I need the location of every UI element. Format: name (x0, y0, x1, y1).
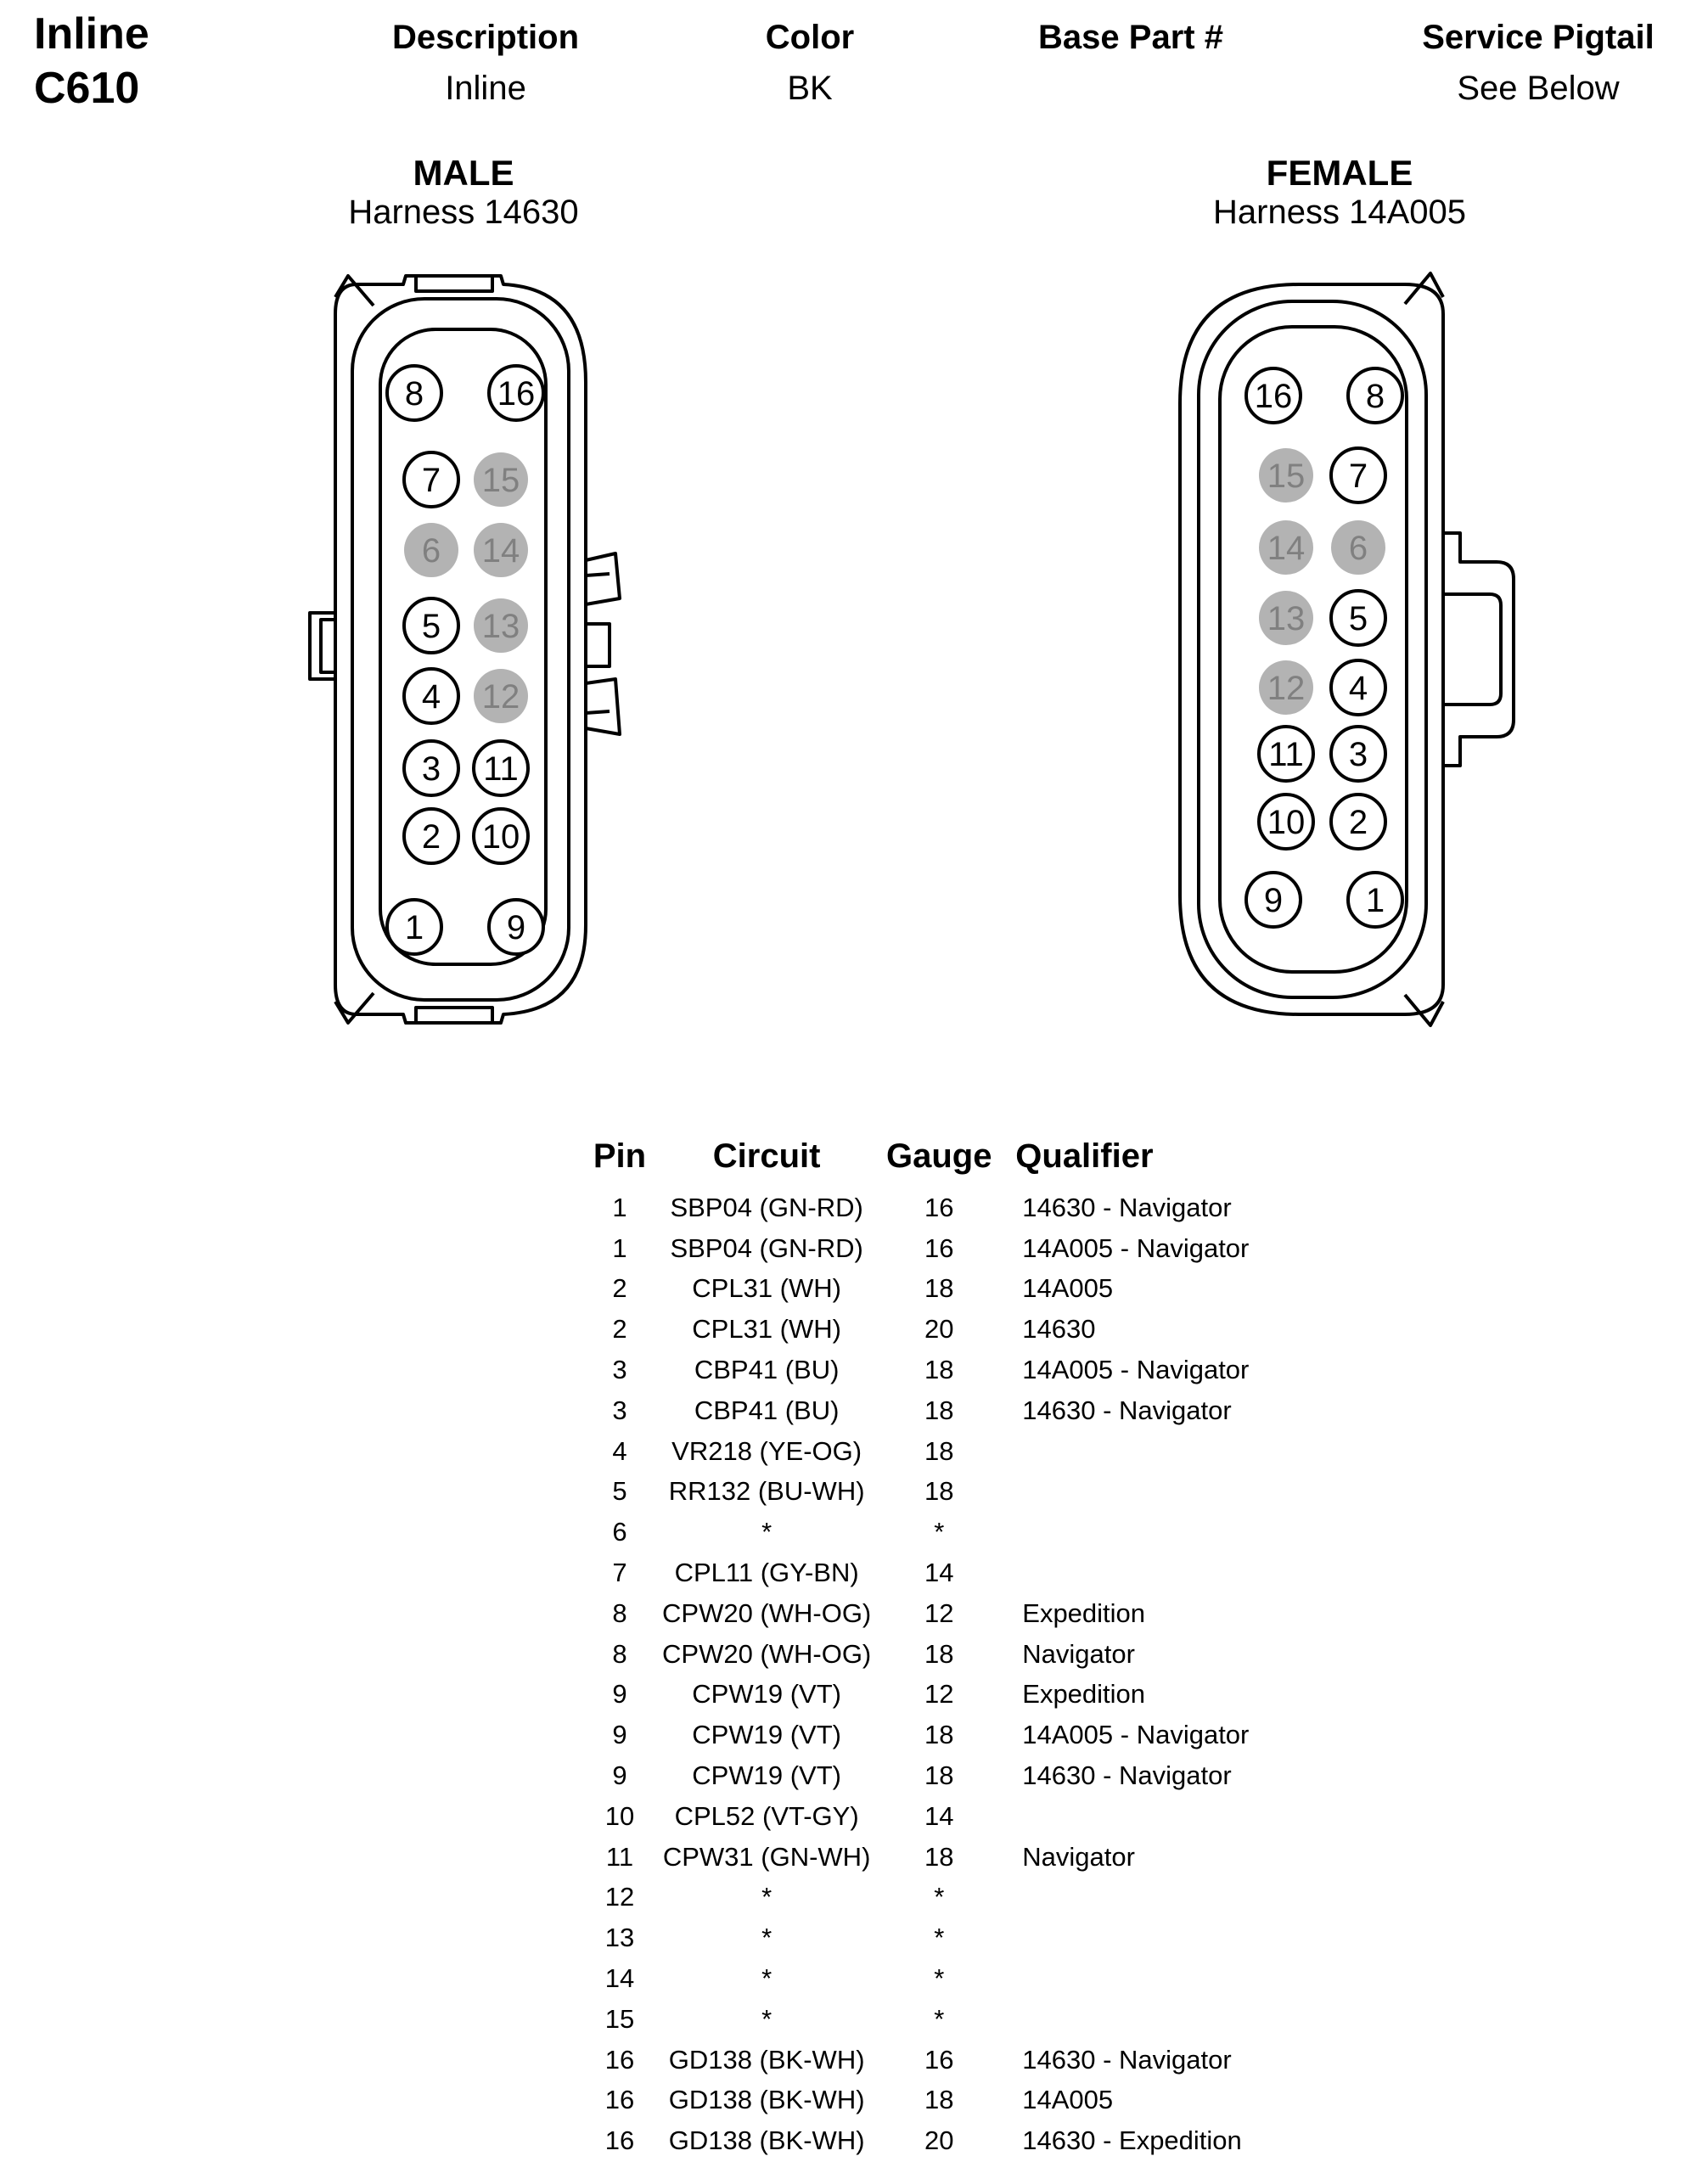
table-row (577, 1431, 1328, 1472)
male-pin-number: 8 (404, 375, 424, 413)
qualifier-cell (1007, 1918, 1328, 1958)
gauge-cell: 18 (924, 1435, 954, 1466)
male-pin-number: 15 (481, 462, 520, 499)
male-pin-12 (474, 669, 528, 723)
male-pin-7 (404, 452, 458, 507)
connector-title (34, 7, 149, 115)
male-connector-diagram (289, 263, 645, 1044)
female-title: FEMALE (1266, 153, 1413, 193)
pin-cell: 9 (612, 1720, 627, 1750)
circuit-column-header: Circuit (712, 1137, 821, 1175)
table-row (577, 1390, 1328, 1431)
gauge-column-header: Gauge (886, 1137, 992, 1175)
female-pin-number: 10 (1267, 804, 1306, 841)
gauge-cell: * (934, 2003, 945, 2034)
female-pin-6 (1331, 520, 1385, 575)
pin-cell: 16 (604, 2125, 635, 2156)
female-pin-5 (1331, 591, 1385, 645)
male-pin-14 (474, 523, 528, 577)
male-harness: Harness 14630 (348, 194, 579, 231)
title-line-1: Inline (34, 9, 149, 59)
circuit-cell: RR132 (BU-WH) (668, 1476, 865, 1507)
table-row (577, 1796, 1328, 1837)
female-pin-number: 13 (1267, 600, 1306, 637)
qualifier-cell (1007, 1999, 1328, 2040)
circuit-cell: CPL31 (WH) (692, 1273, 841, 1304)
pin-table (577, 1125, 1328, 2161)
gauge-cell: 16 (924, 1192, 954, 1222)
circuit-cell: CPL31 (WH) (692, 1314, 841, 1345)
pin-cell: 2 (612, 1273, 627, 1304)
male-pin-number: 5 (421, 608, 441, 645)
pin-cell: 13 (604, 1923, 635, 1953)
circuit-cell: * (761, 2003, 773, 2034)
male-top-latch (416, 276, 492, 291)
table-row (577, 2120, 1328, 2161)
gauge-cell: * (934, 1882, 945, 1912)
female-pin-number: 11 (1268, 736, 1304, 773)
female-pin-number: 16 (1254, 378, 1293, 415)
pin-cell: 8 (612, 1638, 627, 1669)
circuit-cell: SBP04 (GN-RD) (670, 1192, 863, 1222)
circuit-cell: SBP04 (GN-RD) (670, 1232, 863, 1263)
circuit-cell: * (761, 1923, 773, 1953)
female-pin-12 (1259, 660, 1313, 715)
table-row (577, 1634, 1328, 1675)
male-bottom-latch (416, 1008, 492, 1023)
circuit-cell: CPW20 (WH-OG) (662, 1638, 872, 1669)
gauge-cell: 16 (924, 1232, 954, 1263)
pin-cell: 14 (604, 1963, 635, 1994)
gauge-cell: 16 (924, 2044, 954, 2075)
gauge-cell: 18 (924, 1841, 954, 1872)
male-pin-number: 6 (421, 532, 441, 570)
qualifier-cell: 14630 - Expedition (1022, 2125, 1242, 2156)
qualifier-cell: 14630 - Navigator (1022, 2044, 1232, 2075)
gauge-cell: * (934, 1517, 945, 1547)
female-pin-8 (1348, 368, 1402, 423)
circuit-cell: * (761, 1882, 773, 1912)
male-pin-13 (474, 598, 528, 653)
gauge-cell: 20 (924, 1314, 954, 1345)
male-pin-10 (474, 809, 528, 863)
female-pin-number: 1 (1365, 882, 1385, 919)
pin-cell: 7 (612, 1558, 627, 1588)
male-pin-8 (387, 366, 441, 420)
circuit-cell: CBP41 (BU) (694, 1395, 840, 1425)
circuit-cell: CPL11 (GY-BN) (674, 1558, 859, 1588)
male-pin-number: 13 (481, 608, 520, 645)
table-row (577, 1188, 1328, 1228)
pin-cell: 12 (604, 1882, 635, 1912)
male-pin-9 (489, 900, 543, 954)
male-pin-5 (404, 598, 458, 653)
base-part-header: Base Part # (1038, 19, 1223, 56)
table-row (577, 1675, 1328, 1715)
gauge-cell: 12 (924, 1597, 954, 1628)
female-pin-4 (1331, 660, 1385, 715)
female-pin-number: 5 (1348, 600, 1368, 637)
table-row (577, 1269, 1328, 1310)
male-right-tab-upper (586, 553, 620, 604)
color-header: Color (765, 19, 855, 56)
circuit-cell: VR218 (YE-OG) (671, 1435, 862, 1466)
qualifier-cell: 14630 - Navigator (1022, 1395, 1232, 1425)
pin-cell: 9 (612, 1679, 627, 1710)
pin-cell: 11 (605, 1841, 634, 1872)
female-pin-number: 12 (1267, 670, 1306, 707)
gauge-cell: 14 (924, 1558, 954, 1588)
qualifier-cell: 14630 - Navigator (1022, 1760, 1232, 1791)
female-pin-2 (1331, 795, 1385, 849)
qualifier-cell (1007, 1512, 1328, 1553)
male-pin-number: 2 (421, 818, 441, 856)
pin-column-header: Pin (593, 1137, 647, 1175)
gauge-cell: 18 (924, 2085, 954, 2115)
male-housing-outline (335, 276, 586, 1023)
table-row (577, 1593, 1328, 1634)
gauge-cell: 18 (924, 1355, 954, 1385)
pin-cell: 5 (612, 1476, 627, 1507)
male-pin-4 (404, 669, 458, 723)
qualifier-cell: 14630 (1022, 1314, 1096, 1345)
pin-cell: 9 (612, 1760, 627, 1791)
qualifier-column-header: Qualifier (1015, 1137, 1154, 1175)
pin-cell: 3 (612, 1395, 627, 1425)
female-pin-16 (1246, 368, 1301, 423)
qualifier-cell: 14A005 - Navigator (1022, 1355, 1250, 1385)
circuit-cell: CPW20 (WH-OG) (662, 1597, 872, 1628)
table-row (577, 1999, 1328, 2040)
gauge-cell: 18 (924, 1720, 954, 1750)
female-pin-number: 8 (1365, 378, 1385, 415)
pin-cell: 8 (612, 1597, 627, 1628)
qualifier-cell: Navigator (1022, 1841, 1135, 1872)
male-pin-number: 3 (421, 750, 441, 788)
female-pins (1246, 368, 1402, 927)
circuit-cell: CPW19 (VT) (692, 1760, 841, 1791)
table-row (577, 1228, 1328, 1269)
female-pin-number: 15 (1267, 458, 1306, 495)
gauge-cell: 14 (924, 1800, 954, 1831)
table-row (577, 2040, 1328, 2080)
female-pin-11 (1259, 727, 1313, 781)
qualifier-cell: 14A005 (1022, 2085, 1114, 2115)
table-row (577, 1350, 1328, 1390)
male-pin-1 (387, 900, 441, 954)
gauge-cell: * (934, 1923, 945, 1953)
female-pin-number: 2 (1348, 804, 1368, 841)
qualifier-cell: Expedition (1022, 1597, 1146, 1628)
male-pin-number: 7 (421, 462, 441, 499)
pin-cell: 16 (604, 2044, 635, 2075)
male-pin-number: 4 (421, 678, 441, 716)
male-pin-6 (404, 523, 458, 577)
gauge-cell: 18 (924, 1273, 954, 1304)
pin-cell: 15 (604, 2003, 635, 2034)
male-pin-number: 12 (481, 678, 520, 716)
table-row (577, 2080, 1328, 2121)
female-connector-diagram (1155, 255, 1528, 1044)
female-pin-14 (1259, 520, 1313, 575)
pin-cell: 10 (604, 1800, 635, 1831)
color-value: BK (787, 70, 833, 107)
table-row (577, 1837, 1328, 1878)
female-pin-number: 3 (1348, 736, 1368, 773)
title-line-2: C610 (34, 64, 140, 113)
female-pin-number: 4 (1348, 670, 1368, 707)
circuit-cell: GD138 (BK-WH) (668, 2125, 865, 2156)
table-row (577, 1878, 1328, 1918)
female-pin-15 (1259, 448, 1313, 503)
male-right-tab-lower (586, 679, 620, 734)
gauge-cell: 18 (924, 1395, 954, 1425)
male-title: MALE (413, 153, 514, 193)
male-pin-number: 10 (481, 818, 520, 856)
service-pigtail-header: Service Pigtail (1422, 19, 1655, 56)
male-pin-number: 9 (506, 909, 526, 946)
female-pin-1 (1348, 873, 1402, 927)
gauge-cell: 18 (924, 1476, 954, 1507)
pin-cell: 3 (612, 1355, 627, 1385)
male-pin-number: 14 (481, 532, 520, 570)
table-row (577, 1715, 1328, 1755)
circuit-cell: * (761, 1963, 773, 1994)
gauge-cell: 18 (924, 1760, 954, 1791)
table-row (577, 1958, 1328, 1999)
male-pin-number: 1 (404, 909, 424, 946)
pin-cell: 1 (612, 1192, 627, 1222)
pin-table-header (577, 1125, 1328, 1188)
circuit-cell: GD138 (BK-WH) (668, 2085, 865, 2115)
circuit-cell: CBP41 (BU) (694, 1355, 840, 1385)
table-row (577, 1918, 1328, 1958)
pin-table-body (577, 1188, 1328, 2161)
qualifier-cell (1007, 1553, 1328, 1593)
male-pin-16 (489, 366, 543, 420)
qualifier-cell (1007, 1796, 1328, 1837)
pin-cell: 1 (612, 1232, 627, 1263)
qualifier-cell: Navigator (1022, 1638, 1135, 1669)
description-header: Description (391, 19, 580, 56)
qualifier-cell (1007, 1431, 1328, 1472)
female-harness: Harness 14A005 (1213, 194, 1466, 231)
qualifier-cell: Expedition (1022, 1679, 1146, 1710)
male-right-tab-middle (586, 624, 610, 666)
male-pin-3 (404, 741, 458, 795)
male-pin-11 (474, 741, 528, 795)
female-pin-number: 6 (1348, 530, 1368, 567)
male-pin-number: 11 (483, 750, 519, 788)
male-ear-top (335, 276, 374, 306)
service-pigtail-value: See Below (1457, 70, 1620, 107)
female-pin-number: 7 (1348, 458, 1368, 495)
female-pin-number: 9 (1263, 882, 1284, 919)
female-pin-number: 14 (1267, 530, 1306, 567)
qualifier-cell: 14630 - Navigator (1022, 1192, 1232, 1222)
pin-cell: 16 (604, 2085, 635, 2115)
qualifier-cell (1007, 1878, 1328, 1918)
female-pin-9 (1246, 873, 1301, 927)
gauge-cell: 12 (924, 1679, 954, 1710)
circuit-cell: * (761, 1517, 773, 1547)
description-value: Inline (445, 70, 526, 107)
female-pin-7 (1331, 448, 1385, 503)
gauge-cell: 20 (924, 2125, 954, 2156)
gauge-cell: 18 (924, 1638, 954, 1669)
table-row (577, 1309, 1328, 1350)
male-pin-2 (404, 809, 458, 863)
pin-cell: 4 (612, 1435, 627, 1466)
pin-cell: 2 (612, 1314, 627, 1345)
male-pin-15 (474, 452, 528, 507)
qualifier-cell: 14A005 (1022, 1273, 1114, 1304)
male-pin-cavity (380, 329, 546, 964)
circuit-cell: GD138 (BK-WH) (668, 2044, 865, 2075)
gauge-cell: * (934, 1963, 945, 1994)
table-row (577, 1755, 1328, 1796)
qualifier-cell (1007, 1472, 1328, 1513)
qualifier-cell: 14A005 - Navigator (1022, 1232, 1250, 1263)
table-row (577, 1512, 1328, 1553)
circuit-cell: CPW31 (GN-WH) (662, 1841, 871, 1872)
table-row (577, 1553, 1328, 1593)
circuit-cell: CPL52 (VT-GY) (674, 1800, 859, 1831)
male-ear-bottom (335, 993, 374, 1023)
female-right-latch (1443, 533, 1514, 766)
circuit-cell: CPW19 (VT) (692, 1720, 841, 1750)
female-pin-3 (1331, 727, 1385, 781)
circuit-cell: CPW19 (VT) (692, 1679, 841, 1710)
female-pin-13 (1259, 591, 1313, 645)
table-row (577, 1472, 1328, 1513)
male-pins (387, 366, 543, 954)
male-pin-number: 16 (497, 375, 536, 413)
qualifier-cell: 14A005 - Navigator (1022, 1720, 1250, 1750)
pin-cell: 6 (612, 1517, 627, 1547)
qualifier-cell (1007, 1958, 1328, 1999)
female-pin-10 (1259, 795, 1313, 849)
